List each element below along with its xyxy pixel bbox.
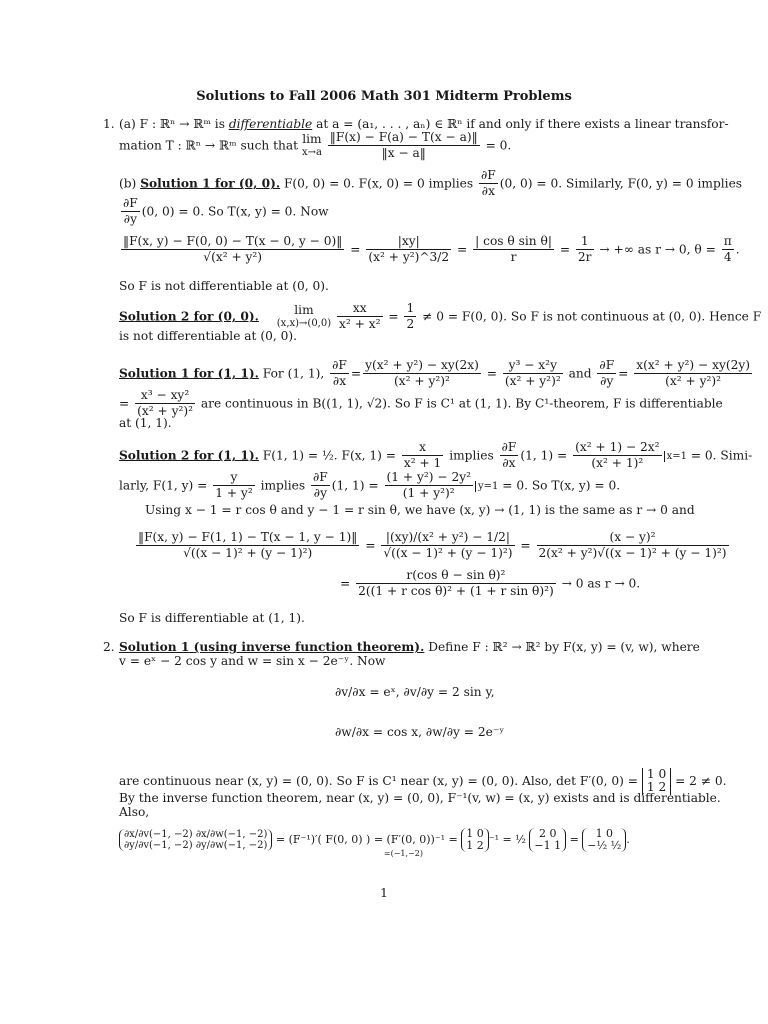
p1-s2-frac-den: x² + x² [339,317,381,332]
p1b-eq-den4: 2r [577,250,592,265]
p1-s2-half [404,301,416,333]
p1-s2-line2: is not differentiable at (0, 0). [119,329,297,343]
p1-s21-conclusion: So F is differentiable at (1, 1). [119,611,305,625]
p2-solution-label: Solution 1 (using inverse function theorem). [119,640,425,654]
p1a-text: (a) F : ℝⁿ → ℝᵐ is [119,117,229,131]
p1-s21-eq2: = $\frac{\text{r(cos θ − sin θ)²}}{\text{2((1 + r cos θ)² + (1 + r sin θ)²)}}$ → 0 as r → 0. [340,568,641,599]
p2-det-tail: = 2 ≠ 0. [675,773,727,788]
p1-s11-f4-num: x³ − xy² [135,388,195,404]
p1b-dfdy [121,196,140,228]
p2-jac-inv: ⁻¹ = ½ [488,833,526,847]
p1-s2-line1: Solution 2 for (0, 0). lim (x,x)→(0,0) $\frac{xx}{\text{x² + x²}}$ = $\frac{1}{2}$ ≠ 0 = F(0, 0). So F is not continuous at (0, 0). Hence F [119,301,762,332]
p1-s11-f1-den: (x² + y²)² [394,374,450,389]
p1b-line2-text: (0, 0) = 0. So T(x, y) = 0. Now [141,204,329,219]
p2-continuity-text: are continuous near (x, y) = (0, 0). So F is C¹ near (x, y) = (0, 0). Also, det F′(0, 0) = [119,773,638,788]
p2-jacobian-eq: ∂x/∂v(−1, −2) ∂x/∂w(−1, −2) ∂y/∂v(−1, −2) ∂y/∂w(−1, −2) = (F⁻¹)′( F(0, 0) ) = (F′(0, 0))⁻¹ = =(−1,−2) 1 0 1 2 ⁻¹ = ½ 2 0 −1 1 = 1 0 −½ ½ . [119,828,630,852]
p2-jac-left-row1: ∂x/∂v(−1, −2) ∂x/∂w(−1, −2) [124,829,268,841]
p2-m3-row2: −½ ½ [587,839,622,853]
p2-derivs-1: ∂v/∂x = eˣ, ∂v/∂y = 2 sin y, [335,685,495,699]
p1b-text: F(0, 0) = 0. F(x, 0) = 0 implies [280,176,477,191]
problem-2-number: 2. [103,640,115,654]
p2-m2-row2: −1 1 [534,839,562,853]
p1-s11-f4-den: (x² + y²)² [137,404,193,419]
p1a-line2-text: mation T : ℝⁿ → ℝᵐ such that [119,138,302,153]
p2-m3-row1: 1 0 [595,827,614,840]
p1b-line1 [119,168,742,200]
p1-s21-f3 [213,470,255,502]
p1-s21-e2-den: √((x − 1)² + (y − 1)²) [383,546,513,561]
p1b-eq-frac2 [366,234,451,266]
p1a-eq-zero: = 0. [485,138,512,153]
p1b-eq-num2: |xy| [366,234,451,250]
p1-s21-line2-pre: larly, F(1, y) = [119,478,208,493]
p1-s21-eval2: y=1 [475,481,498,492]
p1b-eq-four: 4 [723,250,732,265]
p1-s11-f3-den: (x² + y²)² [665,374,722,389]
p1-s11-and: and [568,366,592,381]
p1b-eq-theta [722,234,734,266]
p1a-lim-sub: x→a [301,147,322,159]
p1-s21-e4 [356,568,556,600]
p2-matrix-3 [582,828,626,852]
p1-s21-e3-num: (x − y)² [537,530,729,546]
p1a-frac-den: ‖x − a‖ [381,146,426,161]
p1-s21-e4-tail: → 0 as r → 0. [561,576,641,591]
p1-s21-e3 [537,530,729,562]
p1b-prefix: (b) [119,176,141,191]
p1-s21-f3-den: 1 + y² [215,486,253,501]
p1-s2-limit [277,303,331,331]
p1a-frac-num: ‖F(x) − F(a) − T(x − a)‖ [328,130,480,146]
p1b-line2 [119,196,329,228]
p1b-eq-num1: ‖F(x, y) − F(0, 0) − T(x − 0, y − 0)‖ [121,234,344,250]
p1-s21-line2-tail: = 0. So T(x, y) = 0. [502,478,621,493]
p1-s2-label: Solution 2 for (0, 0). [119,309,259,324]
problem-1-number: 1. [103,117,115,131]
p1b-conclusion: So F is not differentiable at (0, 0). [119,279,329,293]
p1-s21-f2 [573,440,661,472]
p1-s21-f4-num: (1 + y²) − 2y² [385,470,473,486]
p1b-text-end: (0, 0) = 0. Similarly, F(0, y) = 0 implies [499,176,743,191]
p1b-eq-den2: (x² + y²)^3/2 [368,250,450,265]
p1b-dfdx [479,168,498,200]
p2-det-row1: 1 0 [646,767,667,781]
p1-s21-e2-num: |(xy)/(x² + y²) − 1/2| [381,530,514,546]
p1-s21-e1-den: √((x − 1)² + (y − 1)²) [183,546,313,561]
p1-s11-line1: Solution 1 for (1, 1). For (1, 1), $\frac{\partial F}{\partial x}$ = $\frac{\text{y(x² + y²) − xy(2x)}}{\text{(x² + y²)²}}$ = $\frac{\text{y³ − x²y}}{\text{(x² + y²)²}}$ and $\frac{\partial F}{\partial y}$ = $\frac{\text{x(x² + y²) − xy(2y)}}{\text{(x² + y²)²}}$ [119,358,750,389]
p1-s11-line3: at (1, 1). [119,416,172,430]
p2-m1-row1: 1 0 [466,827,484,840]
p1b-dfdy-den: ∂y [123,212,137,227]
p1-s21-line1: Solution 2 for (1, 1). F(1, 1) = ½. F(x, 1) = $\frac{x}{\text{x² + 1}}$ implies $\frac{\partial F}{\partial x}$ (1, 1) = $\frac{\text{(x² + 1) − 2x²}}{\text{(x² + 1)²}}$ x=1 = 0. Simi- [119,440,753,471]
p1-s11-f2-num: y³ − x²y [503,358,563,374]
p1-s11-f1-num: y(x² + y²) − xy(2x) [363,358,481,374]
p1-s21-e3-den: 2(x² + y²)√((x − 1)² + (y − 1)²) [538,546,727,561]
p1a-text-2: at a = (a₁, . . . , aₙ) ∈ ℝⁿ if and only if there exists a linear transfor- [312,117,729,131]
p1b-dfdy-num: ∂F [121,196,140,212]
p1-s21-f3-num: y [213,470,255,486]
p2-matrix-2 [529,828,566,852]
p2-jac-left-row2: ∂y/∂v(−1, −2) ∂y/∂w(−1, −2) [124,840,268,852]
p1b-dfdx-den: ∂x [481,184,495,199]
p2-also: Also, [119,805,150,819]
p1b-eq-frac3 [473,234,554,266]
p1-s21-e1 [136,530,359,562]
p2-matrix-1 [461,828,489,852]
p1-s21-eval1: x=1 [664,451,687,462]
p2-line1-text: Define F : ℝ² → ℝ² by F(x, y) = (v, w), where [428,640,700,654]
p1b-eq-tail: → +∞ as r → 0, θ = [599,242,716,257]
p1-s2-text: ≠ 0 = F(0, 0). So F is not continuous at (0, 0). Hence F [422,309,762,324]
p1-s11-f2 [503,358,563,390]
p1-s11-f2-den: (x² + y²)² [504,374,561,389]
p1a-fraction [328,130,480,162]
p1-s2-frac-num: xx [337,301,382,317]
p2-derivs-2: ∂w/∂x = cos x, ∂w/∂y = 2e⁻ʸ [335,725,505,739]
p1a-limit [302,132,322,160]
p1-s21-implies: implies [449,448,494,463]
page-number: 1 [380,886,388,900]
p1-s21-f4 [385,470,473,502]
p1-s21-e2 [381,530,514,562]
p2-jac-mid-wrap [275,833,461,859]
p1b-eq-frac1 [121,234,344,266]
page-title: Solutions to Fall 2006 Math 301 Midterm Problems [196,89,572,104]
p1-s21-e1-num: ‖F(x, y) − F(1, 1) − T(x − 1, y − 1)‖ [136,530,359,546]
p1b-equation: $\frac{‖F(x, y) - F(0, 0) - T(x - 0, y - 0)‖}{\text{√(x² + y²)}}$ = $\frac{|xy|}{\text{(x² + y²)\textasciicircum{}3/2}}$ = $\frac{\text{| cos θ sin θ|}}{r}$ = $\frac{1}{2r}$ → +∞ as r → 0, θ = $\frac{\pi}{4}$ . [123,234,740,265]
p1a-definition-term: differentiable [228,117,313,131]
p2-jac-under: =(−1,−2) [383,849,423,859]
p1-s21-using: Using x − 1 = r cos θ and y − 1 = r sin θ, we have (x, y) → (1, 1) is the same as r → 0 and [145,503,695,517]
p1-s11-line2: = $\frac{\text{x³ − xy²}}{\text{(x² + y²)²}}$ are continuous in B((1, 1), √2). So F is C¹ at (1, 1). By C¹-theorem, F is differentiable [119,388,723,419]
p1a-line2 [119,130,511,162]
p1b-dfdx-num: ∂F [479,168,498,184]
p1-s11-dfdy: $\frac{\partial F}{\partial y}$ [599,358,615,389]
p1-s11-text: are continuous in B((1, 1), √2). So F is C¹ at (1, 1). By C¹-theorem, F is differentiable [200,396,723,411]
p1-s21-label: Solution 2 for (1, 1). [119,448,259,463]
p1-s21-f2-num: (x² + 1) − 2x² [573,440,661,456]
p1-s2-half-num: 1 [404,301,416,317]
p1-s2-half-den: 2 [406,317,415,332]
p1-s2-lim: lim [294,302,314,317]
p1b-eq-pi: π [722,234,734,250]
p1b-eq-num4: 1 [576,234,594,250]
p2-line1 [119,640,700,655]
p1b-eq-frac4 [576,234,594,266]
p1-s11-f3-num: x(x² + y²) − xy(2y) [634,358,752,374]
p1-s21-f2-den: (x² + 1)² [591,456,644,471]
p2-jacobian-left [119,829,272,851]
p1-s21-eq1: $\frac{‖F(x, y) - F(1, 1) - T(x - 1, y - 1)‖}{\text{√((x − 1)² + (y − 1)²)}}$ = $\frac{\text{|(xy)/(x² + y²) − 1/2|}}{\text{√((x − 1)² + (y − 1)²)}}$ = $\frac{\text{(x − y)²}}{\text{2(x² + y²)√((x − 1)² + (y − 1)²)}}$ [138,530,727,561]
p1-s21-pre: F(1, 1) = ½. F(x, 1) = [262,448,396,463]
p1-s11-f3 [634,358,752,390]
p1-s21-e4-den: 2((1 + r cos θ)² + (1 + r sin θ)²) [358,584,554,599]
p1-s21-dfdy: $\frac{\partial F}{\partial y}$ [313,470,328,501]
p2-jac-mid: = (F⁻¹)′( F(0, 0) ) = (F′(0, 0))⁻¹ = [275,833,458,847]
p2-m2-row1: 2 0 [538,827,557,840]
p1-s21-f1-num: x [402,440,443,456]
p1-s21-f1-den: x² + 1 [403,456,442,471]
p2-det-row2: 1 2 [646,780,667,795]
p1b-eq-den3: r [510,250,517,265]
p1-s11-f1 [363,358,481,390]
p1b-eq-num3: | cos θ sin θ| [473,234,554,250]
p1b-solution-label: Solution 1 for (0, 0). [140,176,281,191]
p1-s11-f4 [135,388,195,420]
p2-line2: v = eˣ − 2 cos y and w = sin x − 2e⁻ʸ. Now [119,654,386,668]
p1-s21-dfdx: $\frac{\partial F}{\partial x}$ [501,440,517,471]
p1a-lim: lim [302,131,322,146]
p1-s21-implies-2: implies [260,478,306,493]
p1-s2-frac [337,301,382,333]
p1-s21-tail: = 0. Simi- [690,448,753,463]
p2-m1-row2: 1 2 [466,839,484,853]
p1-s21-line2: larly, F(1, y) = $\frac{y}{\text{1 + y²}}$ implies $\frac{\partial F}{\partial y}$ (1, 1) = $\frac{\text{(1 + y²) − 2y²}}{\text{(1 + y²)²}}$ y=1 = 0. So T(x, y) = 0. [119,470,621,501]
p1-s11-label: Solution 1 for (1, 1). [119,366,259,381]
p1-s21-e4-num: r(cos θ − sin θ)² [356,568,556,584]
p1-s11-dfdx: $\frac{\partial F}{\partial x}$ [332,358,347,389]
p1-s2-lim-sub: (x,x)→(0,0) [276,318,332,330]
p1-s21-f1 [402,440,443,472]
p1-s11-pre: For (1, 1), [262,366,325,381]
p2-inverse: By the inverse function theorem, near (x, y) = (0, 0), F⁻¹(v, w) = (x, y) exists and is differentiable. [119,791,721,805]
p1-s21-f4-den: (1 + y²)² [402,486,455,501]
p1b-eq-den1: √(x² + y²) [203,250,263,265]
